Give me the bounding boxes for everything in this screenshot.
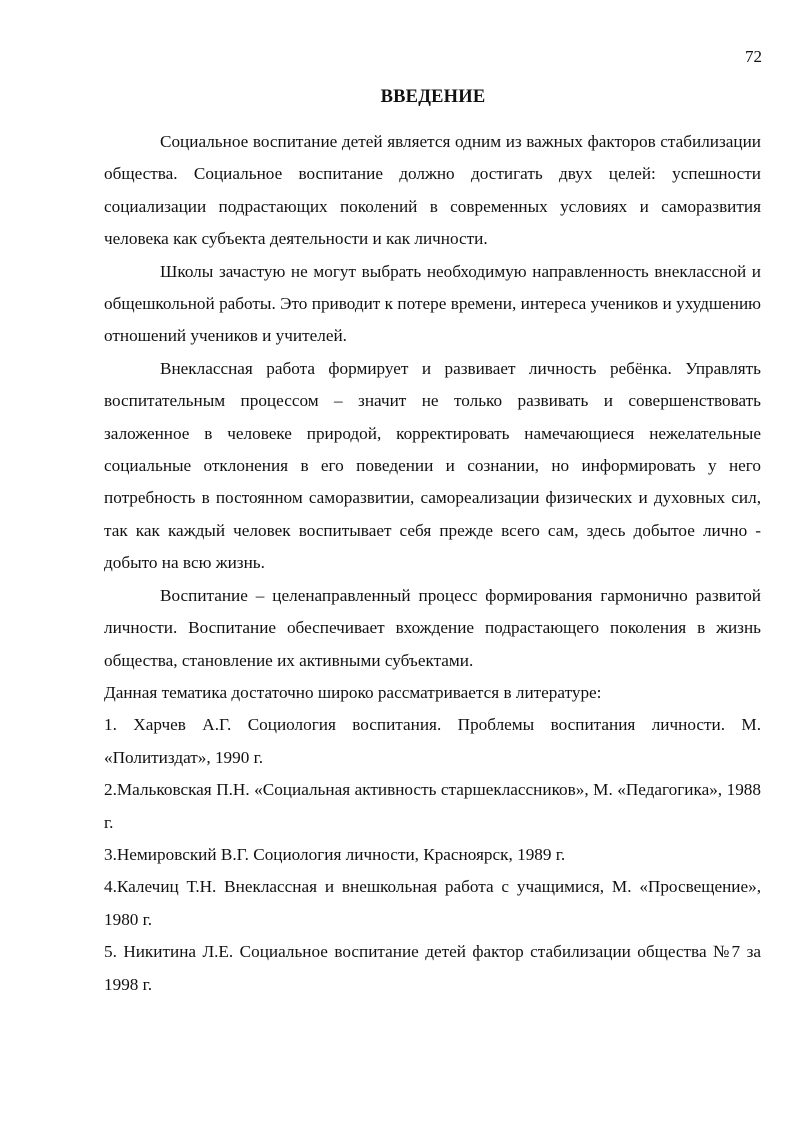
reference-item: 4.Калечиц Т.Н. Внеклассная и внешкольная работа с учащимися, М. «Просвещение», 1980 г. xyxy=(104,877,761,929)
paragraph-schools: Школы зачастую не могут выбрать необходимую направленность внеклассной и общешкольной работы. Это приводит к потере времени, интереса учеников и ухудшению отношений учеников и учителей. xyxy=(104,261,761,346)
page-number: 72 xyxy=(745,47,762,66)
reference-item: 3.Немировский В.Г. Социология личности, Красноярск, 1989 г. xyxy=(104,844,566,864)
paragraph-social-upbringing: Социальное воспитание детей является одним из важных факторов стабилизации общества. Социальное воспитание должно достигать двух целей: успешности социализации подрастающих поколений в современных условиях и саморазвития человека как субъекта деятельности и как личности. xyxy=(104,132,761,249)
reference-item: 2.Мальковская П.Н. «Социальная активность старшеклассников», М. «Педагогика», 1988 г. xyxy=(104,780,761,832)
reference-item: 5. Никитина Л.Е. Социальное воспитание детей фактор стабилизации общества №7 за 1998 г. xyxy=(104,942,761,994)
paragraph-upbringing-definition: Воспитание – целенаправленный процесс формирования гармонично развитой личности. Воспитание обеспечивает вхождение подрастающего поколения в жизнь общества, становление их активными субъектами. xyxy=(104,585,761,670)
literature-intro: Данная тематика достаточно широко рассматривается в литературе: xyxy=(104,682,602,702)
reference-item: 1. Харчев А.Г. Социология воспитания. Проблемы воспитания личности. М. «Политиздат», 1990 г. xyxy=(104,715,761,767)
page-title: ВВЕДЕНИЕ xyxy=(380,87,486,107)
document-body xyxy=(104,126,761,1001)
paragraph-extracurricular-work: Внеклассная работа формирует и развивает личность ребёнка. Управлять воспитательным процессом – значит не только развивать и совершенствовать заложенное в человеке природой, корректировать намечающиеся нежелательные социальные отклонения в его поведении и сознании, но информировать у него потребность в постоянном саморазвитии, самореализации физических и духовных сил, так как каждый человек воспитывает себя прежде всего сам, здесь добытое лично - добыто на всю жизнь. xyxy=(104,358,761,573)
reference-list xyxy=(104,709,761,1001)
